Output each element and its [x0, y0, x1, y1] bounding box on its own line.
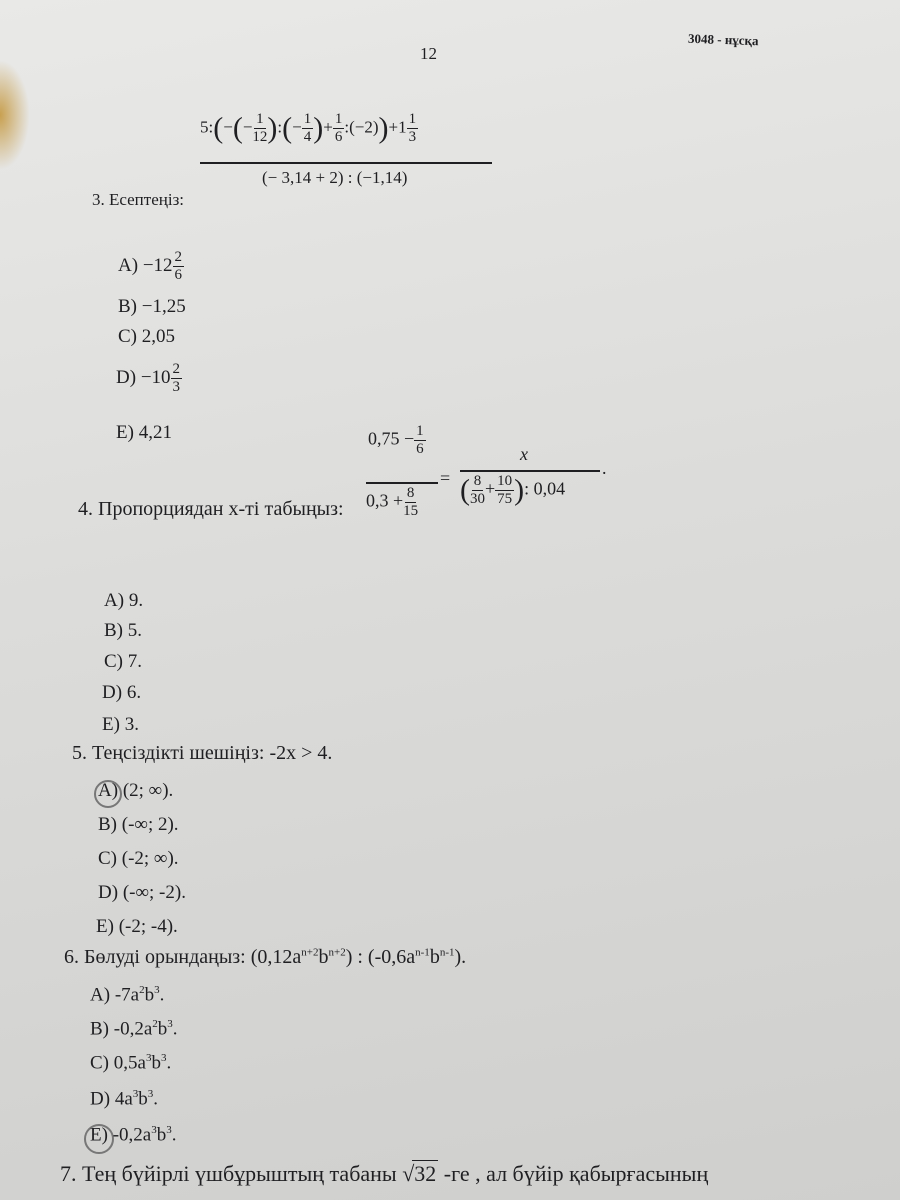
q7-label-row: [60, 1160, 708, 1187]
option-value: -7a: [114, 984, 140, 1006]
option-exp: 2: [152, 1018, 158, 1030]
q6-expr: b: [429, 946, 440, 968]
q4-option-d: [102, 682, 141, 704]
q4-plus: +: [485, 478, 496, 499]
option-value: 0,5a: [113, 1052, 146, 1074]
option-letter: E): [116, 422, 134, 443]
q3-label: 3. Есептеңіз:: [92, 190, 185, 209]
q3-paren: (: [213, 111, 224, 145]
q6-option-b: [90, 1018, 178, 1040]
q3-frac-3: [333, 112, 345, 145]
option-letter: E): [90, 1124, 108, 1146]
q3-option-c: [118, 326, 175, 348]
frac-den: 75: [497, 491, 513, 507]
option-value: (-∞; 2).: [121, 814, 179, 835]
q3-mixed-frac: [407, 112, 419, 145]
option-letter: A): [98, 780, 119, 801]
option-value: −1,25: [141, 296, 186, 317]
option-value: 6.: [126, 682, 142, 703]
frac-num: 1: [408, 111, 417, 127]
option-exp: 2: [139, 984, 145, 996]
option-exp: 3: [167, 1018, 173, 1030]
frac-num: 2: [172, 361, 181, 377]
option-value: b: [144, 984, 155, 1006]
q7-label-end: -ге , ал бүйір қабырғасының: [443, 1161, 709, 1186]
q4-left-bar: [366, 482, 438, 484]
q6-expr: (0,12a: [250, 946, 302, 968]
option-value: -0,2a: [112, 1124, 152, 1146]
option-letter: C): [118, 326, 137, 347]
option-exp: 3: [132, 1088, 139, 1100]
frac-num: 1: [303, 111, 312, 127]
q4-right-denominator: [460, 474, 565, 507]
q4-prefix: 0,75 −: [368, 428, 415, 449]
q3-denominator: (− 3,14 + 2) : (−1,14): [262, 168, 408, 187]
option-value: b: [156, 1124, 167, 1146]
frac-num: 1: [416, 423, 424, 439]
q4-right-bar: [460, 470, 600, 472]
option-frac: [171, 362, 183, 395]
q3-frac-1: [252, 112, 267, 145]
q4-option-c: [104, 651, 142, 673]
q7-sqrt-value: 32: [414, 1161, 437, 1186]
q5-option-d: [98, 882, 186, 904]
option-letter: E): [102, 714, 120, 735]
option-value: −12: [142, 254, 173, 276]
option-letter: D): [116, 366, 137, 388]
q6-option-e: [90, 1124, 176, 1146]
q4-tail: : 0,04: [524, 478, 566, 499]
option-frac: [173, 250, 185, 283]
option-value: 4,21: [138, 422, 172, 443]
q6-option-a: [90, 984, 164, 1006]
q4-paren: ): [514, 473, 525, 507]
variant-label: 3048 - нұсқа: [687, 30, 759, 49]
q5-option-e: [96, 916, 178, 938]
q6-expr: ) : (-0,6a: [345, 946, 416, 968]
q6-expr: b: [318, 946, 329, 968]
option-letter: B): [118, 296, 137, 317]
option-value: b: [151, 1052, 161, 1074]
q3-colon: :: [277, 117, 283, 137]
q3-option-d: [116, 362, 182, 395]
q4-paren: (: [460, 473, 470, 507]
option-value: .: [153, 1088, 158, 1110]
q4-option-e: [102, 714, 139, 736]
option-value: 3.: [124, 714, 139, 735]
option-letter: D): [102, 682, 123, 703]
q3-frac-2: [302, 112, 314, 145]
q5-option-c: [98, 848, 179, 870]
q3-paren: ): [267, 111, 278, 145]
option-letter: C): [104, 651, 123, 672]
q6-exp: n-1: [415, 946, 430, 959]
q3-tail: :(−2): [344, 117, 379, 137]
q3-paren: (: [282, 111, 293, 145]
finger-shadow: [0, 60, 30, 170]
option-letter: E): [96, 916, 114, 937]
q6-option-c: [90, 1052, 171, 1074]
option-exp: 3: [147, 1088, 154, 1100]
q4-frac: [403, 486, 418, 519]
q6-exp: n-1: [439, 946, 455, 959]
option-value: 9.: [128, 590, 144, 611]
q3-numerator: 5:(−(− $\frac{1}{12}$ ):(− $\frac{1}{4}$ )+ $\frac{1}{6}$ :(−2))+1 $\frac{1}{3}$: [200, 111, 417, 145]
q5-option-b: [98, 814, 179, 836]
option-letter: A): [90, 984, 111, 1006]
option-value: 7.: [127, 651, 142, 672]
q4-frac: [414, 424, 426, 457]
q3-main-fraction-bar: [200, 162, 492, 164]
q3-option-e: [116, 422, 172, 444]
q4-frac: [495, 474, 514, 507]
q3-option-b: [118, 296, 186, 318]
frac-num: 1: [256, 111, 264, 127]
option-letter: B): [98, 814, 117, 835]
option-value: b: [138, 1088, 148, 1110]
frac-den: 12: [252, 129, 268, 145]
q6-exp: n+2: [301, 946, 319, 959]
q5-option-a: [98, 780, 173, 802]
option-letter: C): [98, 848, 117, 869]
option-value: 4a: [114, 1088, 133, 1110]
frac-den: 4: [303, 129, 312, 145]
sqrt-icon: √: [402, 1161, 415, 1186]
option-letter: C): [90, 1052, 109, 1074]
q3-num-start: 5:: [200, 117, 214, 137]
q4-equals: =: [440, 468, 451, 488]
frac-num: 2: [174, 249, 183, 265]
option-letter: A): [118, 254, 139, 276]
frac-den: 15: [403, 503, 419, 519]
option-exp: 3: [151, 1124, 157, 1136]
frac-den: 6: [174, 267, 183, 283]
option-value: b: [157, 1018, 168, 1040]
option-letter: B): [104, 620, 123, 641]
q4-period: .: [602, 458, 607, 478]
q5-label: 5. Теңсіздікті шешіңіз: -2x > 4.: [72, 742, 333, 764]
option-value: 2,05: [141, 326, 175, 347]
q3-paren: ): [313, 111, 324, 145]
option-exp: 3: [154, 984, 160, 996]
frac-num: 10: [497, 473, 513, 489]
option-value: −10: [140, 366, 171, 388]
option-value: .: [159, 984, 165, 1006]
option-letter: A): [104, 590, 125, 611]
frac-den: 6: [334, 129, 343, 145]
option-value: .: [166, 1052, 172, 1074]
q3-plus-one: +1: [388, 117, 407, 137]
q6-label: 6. Бөлуді орындаңыз:: [64, 946, 246, 968]
option-value: (2; ∞).: [122, 780, 174, 801]
option-letter: D): [90, 1088, 111, 1110]
q4-label: 4. Пропорциядан x-ті табыңыз:: [78, 498, 344, 520]
frac-den: 3: [172, 379, 181, 395]
q4-right-numerator: x: [520, 444, 528, 464]
frac-num: 1: [334, 111, 343, 127]
q4-prefix: 0,3 +: [366, 490, 404, 511]
q3-paren: (: [232, 111, 243, 145]
option-exp: 3: [145, 1052, 152, 1064]
q4-left-denominator: [366, 486, 418, 519]
q6-expr: ).: [454, 946, 467, 968]
q7-label-start: 7. Тең бүйірлі үшбұрыштың табаны: [60, 1161, 397, 1186]
q4-left-numerator: [368, 424, 426, 457]
q6-option-d: [90, 1088, 158, 1110]
frac-num: 8: [406, 485, 415, 501]
option-value: .: [171, 1124, 177, 1146]
q3-paren: ): [378, 111, 389, 145]
option-exp: 3: [160, 1052, 167, 1064]
option-value: .: [172, 1018, 178, 1040]
q6-label-row: [64, 946, 466, 969]
page-number: 12: [420, 44, 437, 63]
q3-option-a: [118, 250, 184, 283]
q3-minus: −: [223, 117, 233, 137]
option-value: 5.: [127, 620, 142, 641]
q6-exp: n+2: [328, 946, 346, 959]
option-letter: B): [90, 1018, 109, 1040]
frac-den: 3: [408, 129, 417, 145]
frac-den: 6: [416, 441, 424, 457]
frac-den: 30: [470, 491, 485, 507]
frac-num: 8: [473, 473, 482, 489]
q3-plus: +: [323, 117, 333, 137]
q4-frac: [470, 474, 485, 507]
option-value: -0,2a: [113, 1018, 153, 1040]
q4-option-b: [104, 620, 142, 642]
q4-option-a: [104, 590, 143, 612]
option-value: (-∞; -2).: [122, 882, 186, 903]
option-value: (-2; -4).: [118, 916, 178, 937]
option-exp: 3: [166, 1124, 172, 1136]
option-letter: D): [98, 882, 119, 903]
option-value: (-2; ∞).: [121, 848, 179, 869]
